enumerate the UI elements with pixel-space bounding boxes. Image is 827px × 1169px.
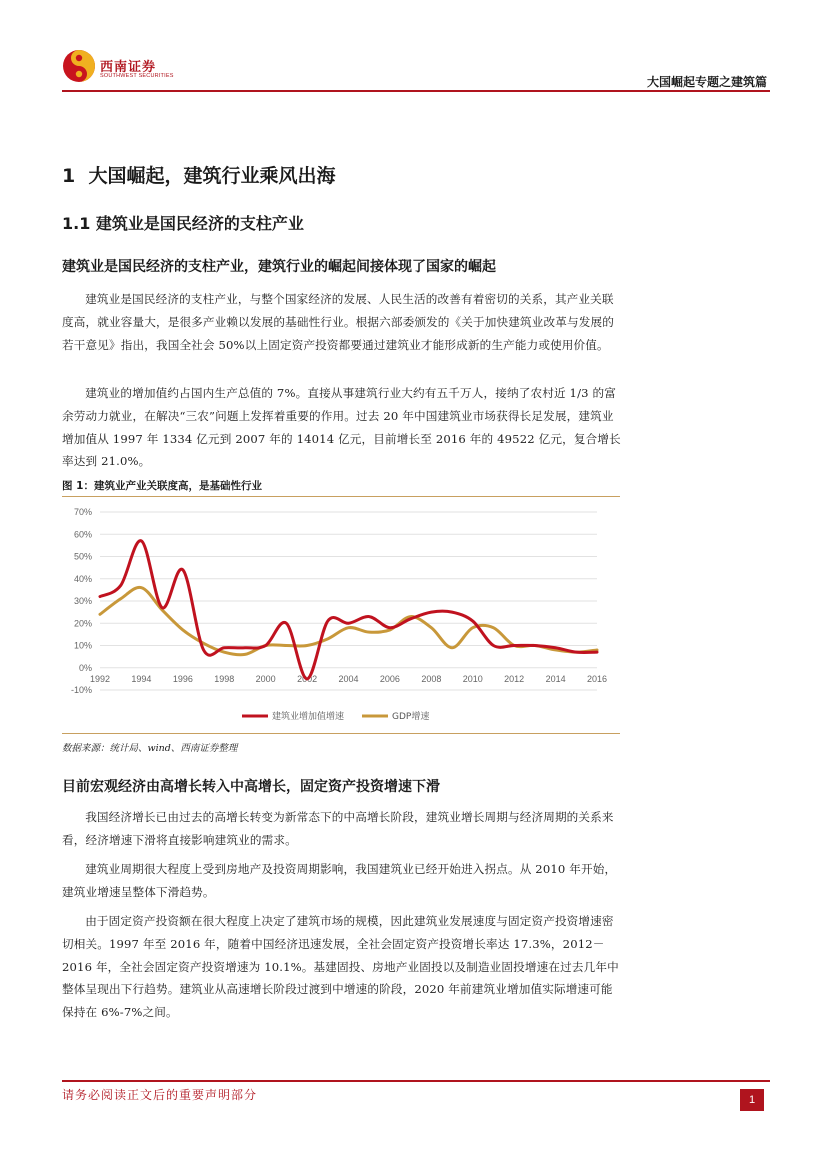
logo-text: 西南证券 — [100, 60, 157, 75]
topic-heading-2: 目前宏观经济由高增长转入中高增长，固定资产投资增速下滑 — [62, 779, 440, 795]
chart-series — [100, 541, 597, 679]
y-tick-label: 40% — [73, 573, 92, 584]
x-tick-label: 2010 — [462, 673, 483, 684]
footer-divider — [62, 1080, 770, 1082]
x-axis-ticks — [90, 674, 607, 684]
y-tick-label: 70% — [73, 507, 92, 517]
y-tick-label: 60% — [73, 529, 92, 540]
growth-line-chart — [62, 500, 620, 730]
figure-source: 数据来源：统计局、wind、西南证券整理 — [62, 743, 238, 754]
header-divider — [62, 90, 770, 92]
x-tick-label: 2004 — [338, 673, 359, 684]
figure-top-rule — [62, 496, 620, 497]
x-tick-label: 1992 — [89, 673, 111, 684]
figure-bottom-rule — [62, 733, 620, 734]
x-tick-label: 2014 — [545, 673, 566, 684]
x-tick-label: 2016 — [586, 673, 608, 684]
figure-title: 图 1：建筑业产业关联度高，是基础性行业 — [62, 480, 262, 492]
paragraph-5: 由于固定资产投资额在很大程度上决定了建筑市场的规模，因此建筑业发展速度与固定资产投资增速密切相关。1997 年至 2016 年，随着中国经济迅速发展，全社会固定资产投资增长率达 17.3%，2012－2016 年，全社会固定资产投资增速为 10.1%。基建固投、房地产业固投以及制造业固投增速在过去几年中整体呈现出下行趋势。建筑业从高速增长阶段过渡到中增速的阶段，2020 年前建筑业增加值实际增速可能保持在 6%-7%之间。 — [62, 914, 619, 1020]
y-tick-label: 0% — [78, 662, 92, 673]
company-logo — [62, 49, 172, 85]
x-tick-label: 2006 — [379, 673, 400, 684]
x-tick-label: 1998 — [214, 673, 235, 684]
y-tick-label: 20% — [73, 618, 92, 629]
footer-disclaimer: 请务必阅读正文后的重要声明部分 — [62, 1088, 258, 1102]
paragraph-2: 建筑业的增加值约占国内生产总值的 7%。直接从事建筑行业大约有五千万人，接纳了农村近 1/3 的富余劳动力就业，在解决“三农”问题上发挥着重要的作用。过去 20 年中国建筑业市场获得长足发展，建筑业增加值从 1997 年 1334 亿元到 2007 年的 14014 亿元，目前增长至 2016 年的 49522 亿元，复合增长率达到 21.0%。 — [62, 386, 621, 469]
paragraph-4: 建筑业周期很大程度上受到房地产及投资周期影响，我国建筑业已经开始进入拐点。从 2010 年开始，建筑业增速呈整体下滑趋势。 — [62, 862, 617, 899]
x-tick-label: 2008 — [421, 673, 442, 684]
y-tick-label: 10% — [73, 640, 92, 651]
x-tick-label: 2012 — [504, 673, 525, 684]
y-tick-label: 30% — [73, 596, 92, 606]
topic-heading-1: 建筑业是国民经济的支柱产业，建筑行业的崛起间接体现了国家的崛起 — [62, 259, 496, 275]
logo-emblem-icon — [62, 49, 96, 83]
logo-subtitle: SOUTHWEST SECURITIES — [100, 73, 174, 79]
report-title: 大国崛起专题之建筑篇 — [646, 75, 767, 89]
subsection-heading: 1.1 建筑业是国民经济的支柱产业 — [62, 214, 304, 233]
paragraph-1: 建筑业是国民经济的支柱产业，与整个国家经济的发展、人民生活的改善有着密切的关系，其产业关联度高，就业容量大，是很多产业赖以发展的基础性行业。根据六部委颁发的《关于加快建筑业改革与发展的若干意见》指出，我国全社会 50%以上固定资产投资都要通过建筑业才能形成新的生产能力或使用价值。 — [62, 292, 614, 352]
x-tick-label: 1996 — [172, 673, 193, 684]
legend-label-0: 建筑业增加值增速 — [272, 712, 345, 722]
chart-legend — [242, 710, 429, 722]
section-heading: 1 大国崛起，建筑行业乘风出海 — [62, 165, 336, 187]
x-tick-label: 1994 — [131, 673, 152, 684]
chart-gridlines — [100, 512, 597, 690]
page-number: 1 — [740, 1089, 764, 1111]
x-tick-label: 2002 — [297, 673, 318, 684]
x-tick-label: 2000 — [255, 673, 276, 684]
y-tick-label: 50% — [73, 551, 92, 562]
y-axis-ticks — [71, 507, 92, 695]
series-line-0 — [100, 541, 597, 679]
legend-label-1: GDP增速 — [392, 712, 430, 722]
y-tick-label: -10% — [70, 685, 92, 695]
paragraph-3: 我国经济增长已由过去的高增长转变为新常态下的中高增长阶段，建筑业增长周期与经济周期的关系来看，经济增速下滑将直接影响建筑业的需求。 — [62, 810, 614, 847]
